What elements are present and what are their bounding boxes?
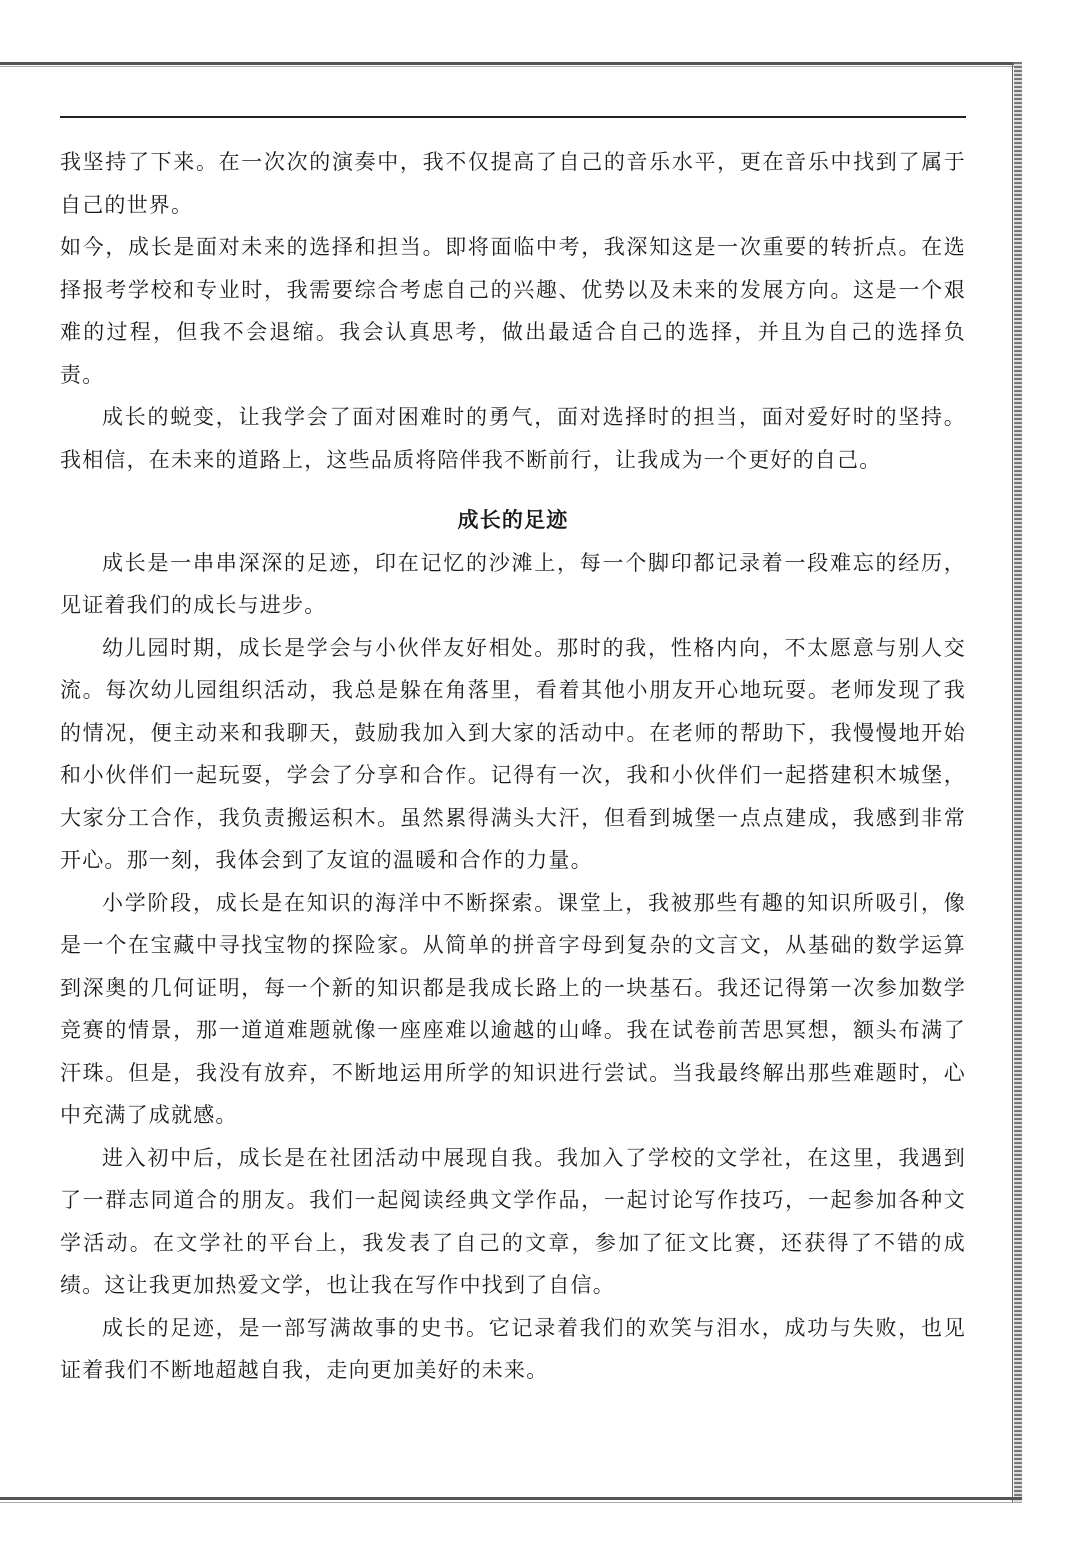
page-frame-bottom-border xyxy=(0,1497,1022,1500)
essay2-paragraph-5: 成长的足迹，是一部写满故事的史书。它记录着我们的欢笑与泪水，成功与失败，也见证着我们不断地超越自我，走向更加美好的未来。 xyxy=(60,1315,966,1382)
essay2-paragraph-1: 成长是一串串深深的足迹，印在记忆的沙滩上，每一个脚印都记录着一段难忘的经历，见证着我们的成长与进步。 xyxy=(60,550,966,617)
essay1-paragraph-1: 我坚持了下来。在一次次的演奏中，我不仅提高了自己的音乐水平，更在音乐中找到了属于自己的世界。 xyxy=(60,150,966,217)
essay1-paragraph-2: 如今，成长是面对未来的选择和担当。即将面临中考，我深知这是一次重要的转折点。在选择报考学校和专业时，我需要综合考虑自己的兴趣、优势以及未来的发展方向。这是一个艰难的过程，但我不会退缩。我会认真思考，做出最适合自己的选择，并且为自己的选择负责。 xyxy=(60,235,966,387)
essay2-paragraph-4: 进入初中后，成长是在社团活动中展现自我。我加入了学校的文学社，在这里，我遇到了一群志同道合的朋友。我们一起阅读经典文学作品，一起讨论写作技巧，一起参加各种文学活动。在文学社的平台上，我发表了自己的文章，参加了征文比赛，还获得了不错的成绩。这让我更加热爱文学，也让我在写作中找到了自信。 xyxy=(60,1145,966,1297)
essay1-paragraph-3: 成长的蜕变，让我学会了面对困难时的勇气，面对选择时的担当，面对爱好时的坚持。我相信，在未来的道路上，这些品质将陪伴我不断前行，让我成为一个更好的自己。 xyxy=(60,405,966,472)
page-frame-bottom-shadow xyxy=(0,1502,1022,1503)
page-frame-right-border xyxy=(1014,62,1022,1502)
page-frame-top-shadow xyxy=(0,66,1022,67)
page-frame-right-inner-line xyxy=(1012,62,1013,1502)
essay2-title: 成长的足迹 xyxy=(457,507,569,532)
essay2-paragraph-2: 幼儿园时期，成长是学会与小伙伴友好相处。那时的我，性格内向，不太愿意与别人交流。每次幼儿园组织活动，我总是躲在角落里，看着其他小朋友开心地玩耍。老师发现了我的情况，便主动来和我聊天，鼓励我加入到大家的活动中。在老师的帮助下，我慢慢地开始和小伙伴们一起玩耍，学会了分享和合作。记得有一次，我和小伙伴们一起搭建积木城堡，大家分工合作，我负责搬运积木。虽然累得满头大汗，但看到城堡一点点建成，我感到非常开心。那一刻，我体会到了友谊的温暖和合作的力量。 xyxy=(60,635,966,872)
essay2-paragraph-3: 小学阶段，成长是在知识的海洋中不断探索。课堂上，我被那些有趣的知识所吸引，像是一个在宝藏中寻找宝物的探险家。从简单的拼音字母到复杂的文言文，从基础的数学运算到深奥的几何证明，每一个新的知识都是我成长路上的一块基石。我还记得第一次参加数学竞赛的情景，那一道道难题就像一座座难以逾越的山峰。我在试卷前苦思冥想，额头布满了汗珠。但是，我没有放弃，不断地运用所学的知识进行尝试。当我最终解出那些难题时，心中充满了成就感。 xyxy=(60,890,966,1127)
header-rule xyxy=(60,116,966,118)
page-frame-top-border xyxy=(0,62,1022,65)
document-body xyxy=(60,141,966,1392)
